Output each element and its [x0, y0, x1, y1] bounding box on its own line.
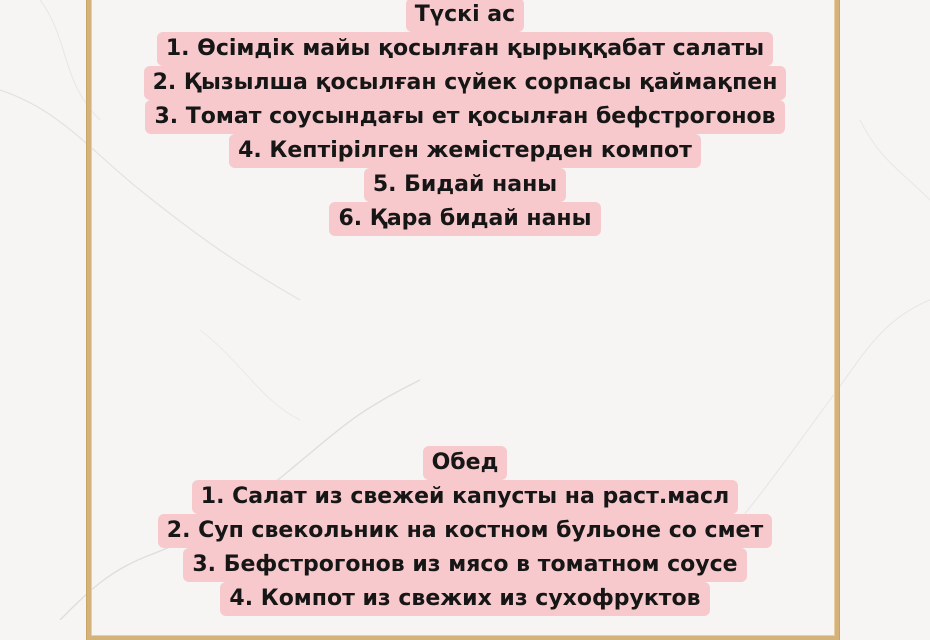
lunch-ru-section	[95, 446, 835, 616]
lunch-ru-item: 1. Салат из свежей капусты на раст.масл	[192, 480, 738, 514]
lunch-kz-item: 2. Қызылша қосылған сүйек сорпасы қаймақпен	[144, 66, 787, 100]
lunch-ru-item: 3. Бефстрогонов из мясо в томатном соусе	[183, 548, 746, 582]
lunch-ru-item: 2. Суп свекольник на костном бульоне со смет	[158, 514, 772, 548]
lunch-kz-item: 4. Кептірілген жемістерден компот	[229, 134, 701, 168]
lunch-kz-item: 6. Қара бидай наны	[329, 202, 600, 236]
lunch-ru-title: Обед	[423, 446, 508, 480]
lunch-kz-title: Түскі ас	[406, 0, 524, 32]
lunch-kz-item: 5. Бидай наны	[364, 168, 566, 202]
lunch-kz-item: 1. Өсімдік майы қосылған қырыққабат салаты	[157, 32, 773, 66]
lunch-kz-section	[95, 0, 835, 236]
lunch-ru-item: 4. Компот из свежих из сухофруктов	[220, 582, 709, 616]
lunch-kz-item: 3. Томат соусындағы ет қосылған бефстрогонов	[145, 100, 784, 134]
